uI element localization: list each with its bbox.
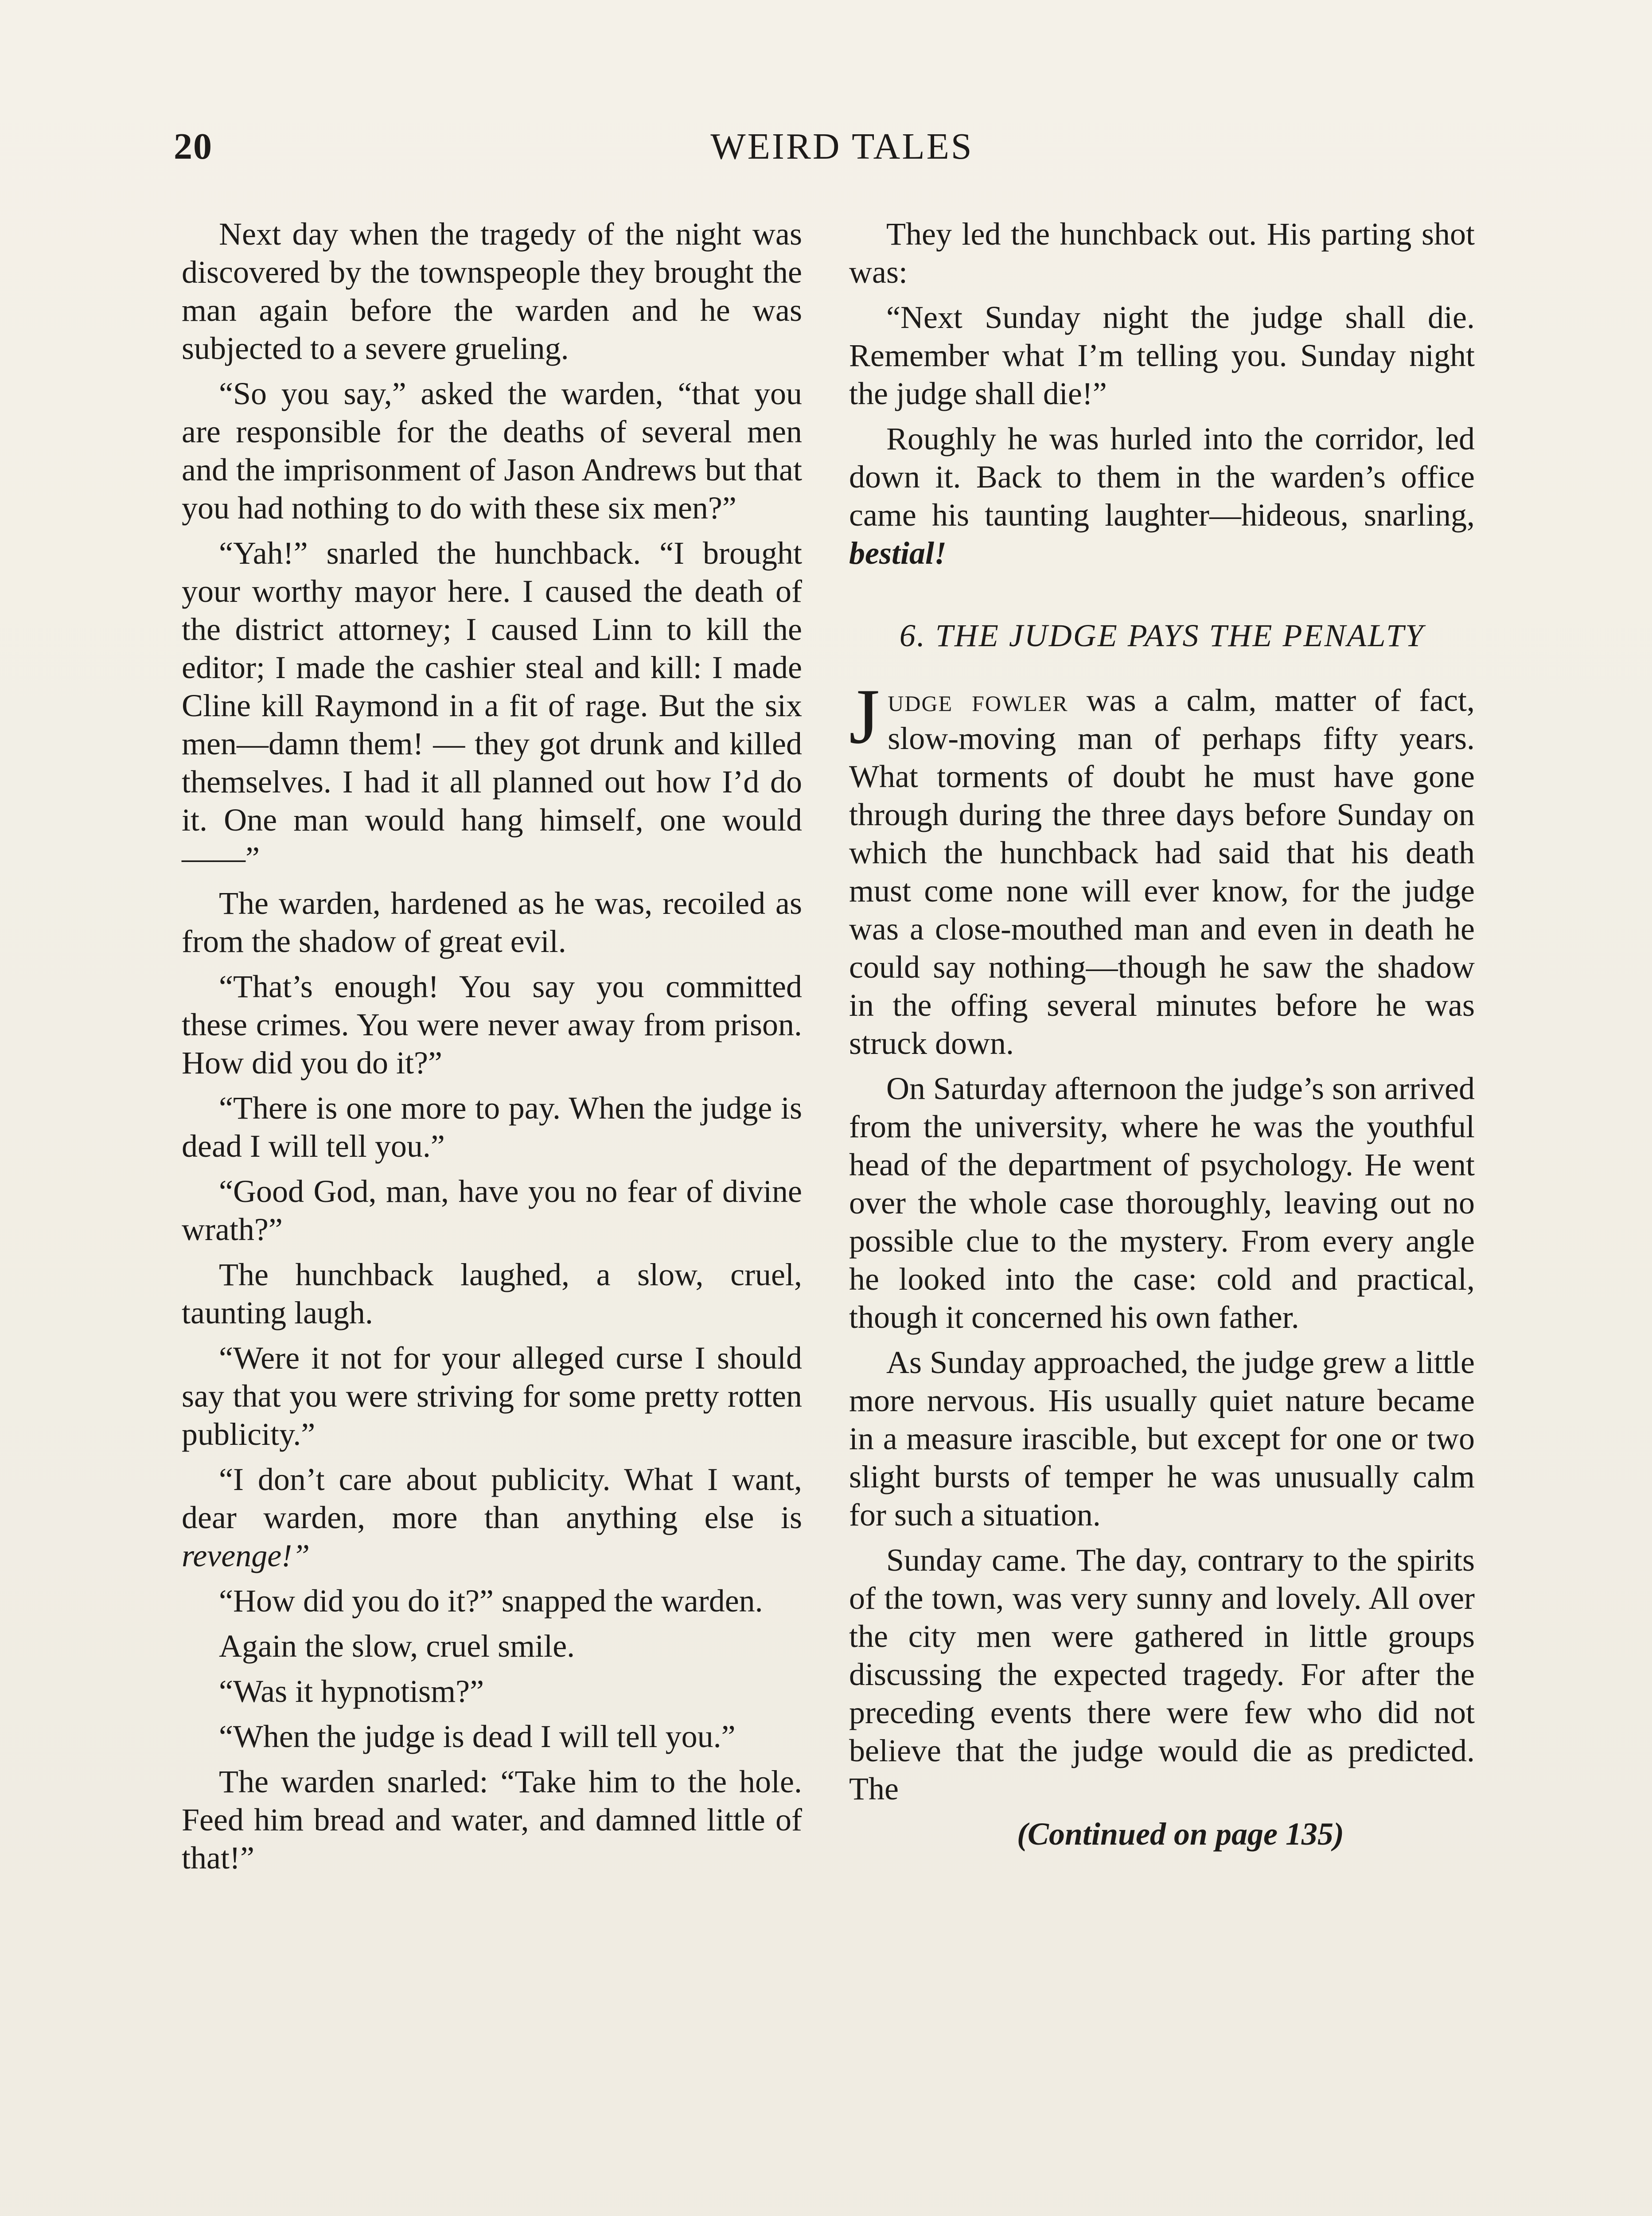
paragraph: Again the slow, cruel smile. xyxy=(219,1628,575,1664)
paragraph: Next day when the tragedy of the night was discovered by the townspeople they brought the man again before the warden and he was subjected to a severe grueling. xyxy=(182,216,802,366)
paragraph-revenge xyxy=(182,1460,802,1575)
drop-cap: J xyxy=(849,672,880,760)
section-heading: 6. THE JUDGE PAYS THE PENALTY xyxy=(899,618,1425,653)
paragraph: They led the hunchback out. His parting shot was: xyxy=(849,216,1475,290)
left-column xyxy=(182,215,802,1884)
emphasis-revenge: revenge!” xyxy=(182,1538,310,1573)
paragraph: “So you say,” asked the warden, “that you are responsible for the deaths of several men and the imprisonment of Jason Andrews but that you had nothing to do with these six men?” xyxy=(182,376,802,526)
paragraph: On Saturday afternoon the judge’s son arrived from the university, where he was the youthful head of the department of psychology. He went over the whole case thoroughly, leaving out no possible clue to the mystery. From every angle he looked into the case: cold and practical, though it concerned his own father. xyxy=(849,1071,1475,1335)
paragraph-text: “I don’t care about publicity. What I want, dear warden, more than anything else is xyxy=(182,1462,802,1535)
paragraph-bestial xyxy=(849,420,1475,572)
emphasis-bestial: bestial! xyxy=(849,535,947,571)
paragraph: The hunchback laughed, a slow, cruel, taunting laugh. xyxy=(182,1257,802,1330)
paragraph: “When the judge is dead I will tell you.” xyxy=(219,1719,736,1754)
paragraph: “Were it not for your alleged curse I should say that you were striving for some pretty rotten publicity.” xyxy=(182,1340,802,1452)
running-title: WEIRD TALES xyxy=(710,126,974,167)
paragraph: “Yah!” snarled the hunchback. “I brought your worthy mayor here. I caused the death of the district attorney; I caused Linn to kill the editor; I made the cashier steal and kill: I made Cline kill Raymond in a fit of rage. But the six men—damn them! — they got drunk and killed themselves. I had it all planned out how I’d do it. One man would hang himself, one would——” xyxy=(182,535,802,876)
page-number: 20 xyxy=(174,126,213,167)
paragraph: “Next Sunday night the judge shall die. Remember what I’m telling you. Sunday night the judge shall die!” xyxy=(849,300,1475,411)
paragraph-text: Roughly he was hurled into the corridor, led down it. Back to them in the warden’s office came his taunting laughter—hideous, snarling, xyxy=(849,421,1475,533)
right-column xyxy=(849,215,1475,1860)
paragraph: “That’s enough! You say you committed these crimes. You were never away from prison. How did you do it?” xyxy=(182,969,802,1081)
paragraph: The warden snarled: “Take him to the hole. Feed him bread and water, and damned little of that!” xyxy=(182,1764,802,1876)
paragraph: Sunday came. The day, contrary to the spirits of the town, was very sunny and lovely. All over the city men were gathered in little groups discussing the expected tragedy. For after the preceding events there were few who did not believe that the judge would die as predicted. The xyxy=(849,1542,1475,1806)
paragraph-text: was a calm, matter of fact, slow-moving man of perhaps fifty years. What torments of doubt he must have gone through during the three days before Sunday on which the hunchback had said that his death must come none will ever know, for the judge was a close-mouthed man and even in death he could say nothing—though he saw the shadow in the offing several minutes before he was struck down. xyxy=(849,683,1475,1061)
paragraph: As Sunday approached, the judge grew a little more nervous. His usually quiet nature became in a measure irascible, but except for one or two slight bursts of temper he was unusually calm for such a situation. xyxy=(849,1345,1475,1533)
paragraph: “How did you do it?” snapped the warden. xyxy=(219,1583,763,1619)
paragraph: “There is one more to pay. When the judge is dead I will tell you.” xyxy=(182,1090,802,1164)
small-caps-lead: udge fowler xyxy=(888,683,1068,718)
opening-paragraph xyxy=(849,672,1475,1062)
paragraph: “Good God, man, have you no fear of divine wrath?” xyxy=(182,1174,802,1247)
paragraph: The warden, hardened as he was, recoiled as from the shadow of great evil. xyxy=(182,886,802,959)
continued-note: (Continued on page 135) xyxy=(1017,1816,1344,1852)
paragraph: “Was it hypnotism?” xyxy=(219,1674,484,1709)
